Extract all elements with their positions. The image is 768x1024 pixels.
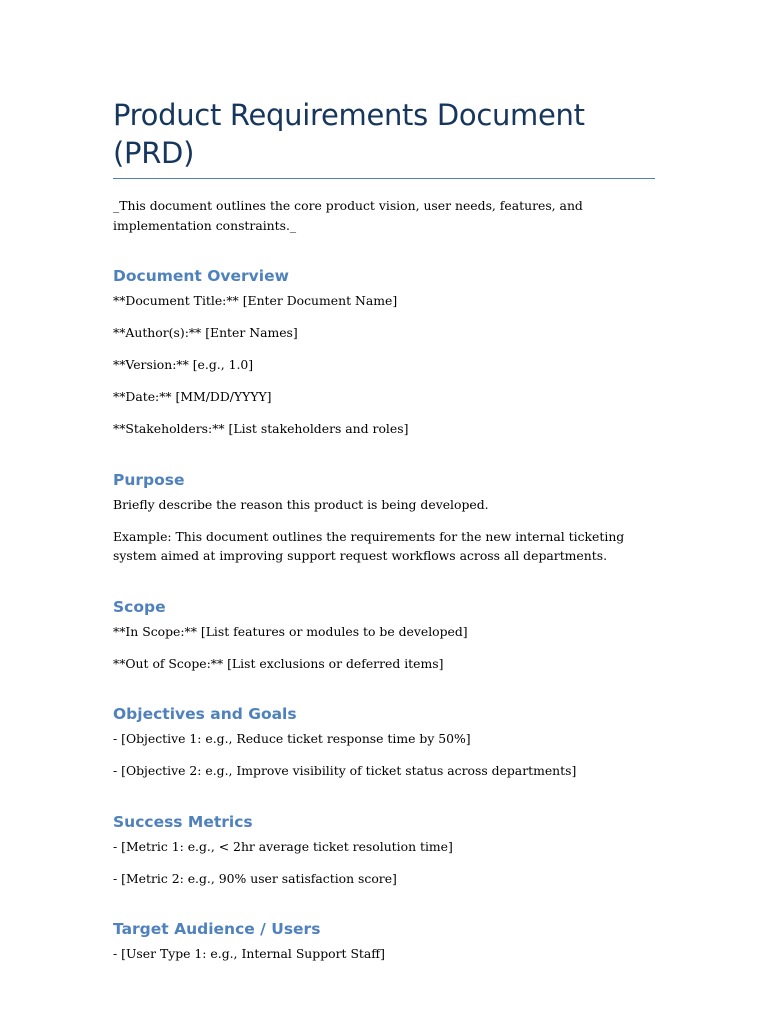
document-page <box>113 96 655 964</box>
scope-in: **In Scope:** [List features or modules to be developed] <box>113 623 468 639</box>
metric-item: - [Metric 2: e.g., 90% user satisfaction score] <box>113 870 397 886</box>
document-title: Product Requirements Document (PRD) <box>113 96 655 179</box>
section-heading: Scope <box>113 597 166 616</box>
objective-item: - [Objective 2: e.g., Improve visibility of ticket status across departments] <box>113 763 577 778</box>
section-target-audience <box>113 919 655 964</box>
section-heading: Objectives and Goals <box>113 705 297 723</box>
section-objectives-goals <box>113 704 655 781</box>
metric-item: - [Metric 1: e.g., < 2hr average ticket resolution time] <box>113 838 453 854</box>
objective-item: - [Objective 1: e.g., Reduce ticket response time by 50%] <box>113 731 471 746</box>
section-scope <box>113 597 655 674</box>
overview-document-title: **Document Title:** [Enter Document Name] <box>113 293 398 308</box>
section-document-overview <box>113 266 655 439</box>
section-purpose <box>113 470 655 566</box>
scope-out: **Out of Scope:** [List exclusions or deferred items] <box>113 655 444 671</box>
overview-stakeholders: **Stakeholders:** [List stakeholders and roles] <box>113 421 409 436</box>
section-heading: Purpose <box>113 470 185 489</box>
section-heading: Success Metrics <box>113 812 253 831</box>
section-success-metrics <box>113 812 655 889</box>
document-intro: _This document outlines the core product vision, user needs, features, and implementation constraints._ <box>113 198 583 233</box>
purpose-example: Example: This document outlines the requirements for the new internal ticketing system aimed at improving support request workflows across all departments. <box>113 528 625 563</box>
section-heading: Document Overview <box>113 267 289 285</box>
overview-authors: **Author(s):** [Enter Names] <box>113 325 298 340</box>
section-heading: Target Audience / Users <box>113 920 321 938</box>
overview-version: **Version:** [e.g., 1.0] <box>113 357 254 372</box>
purpose-description: Briefly describe the reason this product is being developed. <box>113 496 489 512</box>
overview-date: **Date:** [MM/DD/YYYY] <box>113 389 272 404</box>
user-type-item: - [User Type 1: e.g., Internal Support Staff] <box>113 946 385 961</box>
